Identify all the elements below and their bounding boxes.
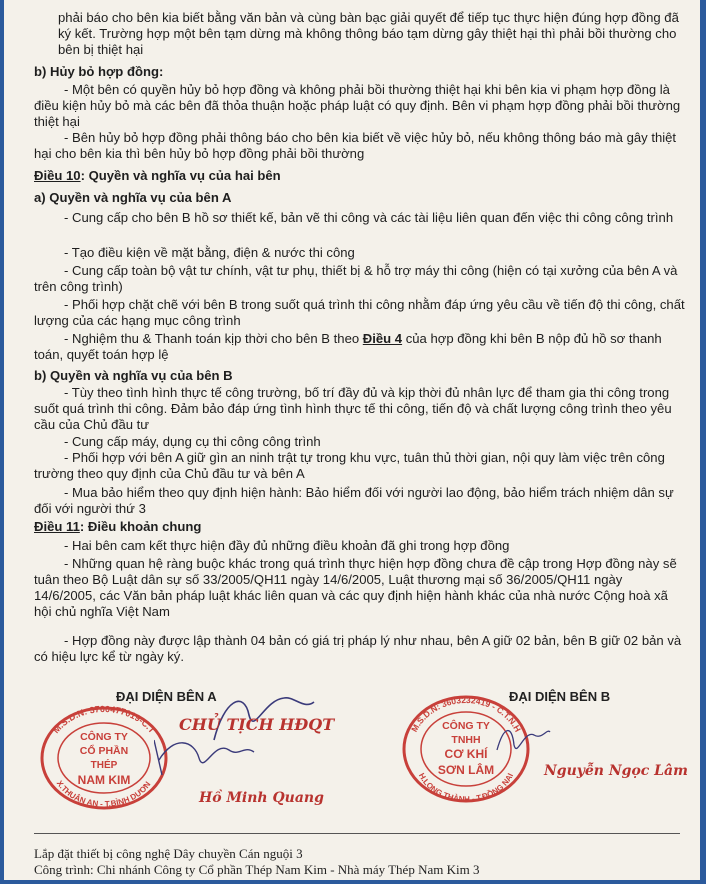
section-b-heading: b) Quyền và nghĩa vụ của bên B	[34, 368, 233, 383]
company-a-stamp	[30, 693, 174, 810]
signer-a-name: Hồ Minh Quang	[199, 790, 324, 806]
stamp-b-line-2: TNHH	[451, 734, 481, 746]
section-a-heading: a) Quyền và nghĩa vụ của bên A	[34, 190, 232, 205]
article-11-heading: Điều 11: Điều khoản chung	[34, 519, 202, 534]
stamp-b-bottom-ring: H.LONG THÀNH - T.ĐỒNG NAI	[416, 771, 516, 804]
stamp-a-bottom-ring: TX.THUẬN AN - T.BÌNH DƯƠNG	[30, 693, 153, 809]
stamp-b-line-3: CƠ KHÍ	[444, 747, 488, 761]
paragraph-a-3: - Cung cấp toàn bộ vật tư chính, vật tư phụ, thiết bị & hỗ trợ máy thi công (hiện có tại xưởng của bên A và trên công trình)	[34, 263, 678, 295]
paragraph-11-1: - Hai bên cam kết thực hiện đầy đủ những điều khoản đã ghi trong hợp đồng	[64, 538, 510, 553]
paragraph-a-1: - Cung cấp cho bên B hồ sơ thiết kế, bản vẽ thi công và các tài liệu liên quan đến việc thi công công trình	[64, 210, 674, 225]
party-b-title: ĐẠI DIỆN BÊN B	[509, 689, 611, 704]
stamp-a-line-2: CỔ PHẦN	[79, 745, 129, 757]
chairman-title: CHỦ TỊCH HĐQT	[179, 715, 335, 734]
paragraph-huy-bo-2: - Bên hủy bỏ hợp đồng phải thông báo cho bên kia biết về việc hủy bỏ, nếu không thông báo mà gây thiệt hại cho bên kia thì bên hủy bỏ hợp đồng phải bồi thường	[34, 130, 677, 162]
paragraph-a-5: - Nghiệm thu & Thanh toán kịp thời cho bên B theo Điều 4 của hợp đồng khi bên B nộp đủ hồ sơ thanh toán, quyết toán hợp lệ	[34, 331, 662, 363]
signer-b-name: Nguyễn Ngọc Lâm	[544, 763, 688, 779]
paragraph-b-4: - Mua bảo hiểm theo quy định hiện hành: Bảo hiểm đối với người lao động, bảo hiểm trách nhiệm dân sự đối với người thứ 3	[34, 485, 674, 517]
stamp-b-line-4: SƠN LÂM	[437, 763, 495, 777]
footer-divider	[34, 833, 680, 834]
article-4-reference: Điều 4	[362, 331, 403, 346]
paragraph-11-2: - Những quan hệ ràng buộc khác trong quá trình thực hiện hợp đồng chưa đề cập trong Hợp đồng này sẽ tuân theo Bộ Luật dân sự số 33/2005/QH11 ngày 14/6/2005, Luật thương mại số 36/2005/QH11 ngày 14/6/2005, các Văn bản pháp luật khác liên quan và các quy định hiện hành khác của nhà nước Cộng hoà xã hội chủ nghĩa Việt Nam	[34, 556, 677, 620]
stamp-a-line-4: NAM KIM	[77, 773, 131, 787]
stamp-a-top-ring: M.S.D.N: 3700477019-C.T	[50, 703, 158, 736]
paragraph-11-3: - Hợp đồng này được lập thành 04 bản có giá trị pháp lý như nhau, bên A giữ 02 bản, bên B giữ 02 bản và có hiệu lực kể từ ngày ký.	[34, 633, 682, 665]
stamp-b-line-1: CÔNG TY	[442, 720, 490, 732]
paragraph-b-2: - Cung cấp máy, dụng cụ thi công công trình	[64, 434, 321, 449]
paragraph-a-4: - Phối hợp chặt chẽ với bên B trong suốt quá trình thi công nhằm đáp ứng yêu cầu về tiến độ thi công, chất lượng của các hạng mục công trình	[34, 297, 685, 329]
signature-b	[492, 720, 552, 760]
paragraph-cont-intro: phải báo cho bên kia biết bằng văn bản và cùng bàn bạc giải quyết để tiếp tục thực hiện đúng hợp đồng đã ký kết. Trường hợp một bên tạm dừng mà không thông báo tạm dừng gây thiệt hại thì phải bồi thường cho bên bị thiệt hại	[58, 10, 679, 58]
footer-line-2: Công trình: Chi nhánh Công ty Cổ phần Thép Nam Kim - Nhà máy Thép Nam Kim 3	[34, 862, 480, 877]
document-page	[4, 0, 700, 880]
footer-line-1: Lắp đặt thiết bị công nghệ Dây chuyền Cán nguội 3	[34, 846, 303, 861]
stamp-a-line-1: CÔNG TY	[80, 731, 128, 743]
article-10-heading: Điều 10: Quyền và nghĩa vụ của hai bên	[34, 168, 281, 183]
stamp-a-line-3: THÉP	[90, 760, 118, 771]
party-a-title: ĐẠI DIỆN BÊN A	[116, 689, 217, 704]
paragraph-b-1: - Tùy theo tình hình thực tế công trường, bố trí đầy đủ và kịp thời đủ nhân lực để tham gia thi công trong suốt quá trình thi công. Đảm bảo đáp ứng tình hình thực tế thi công, tiến độ và chất lượng công trình theo yêu cầu của Chủ đầu tư	[34, 385, 672, 433]
signature-a	[154, 680, 354, 790]
stamp-b-top-ring: M.S.D.N: 3603232419 - C.T.N.H	[409, 694, 523, 734]
paragraph-huy-bo-1: - Một bên có quyền hủy bỏ hợp đồng và không phải bồi thường thiệt hại khi bên kia vi phạm hợp đồng là điều kiện hủy bỏ mà các bên đã thỏa thuận hoặc pháp luật có quy định. Bên vi phạm hợp đồng phải bồi thường thiệt hại	[34, 82, 681, 130]
paragraph-a-2: - Tạo điều kiện về mặt bằng, điện & nước thi công	[64, 245, 355, 260]
section-b-huy-bo: b) Hủy bỏ hợp đồng:	[34, 64, 164, 79]
paragraph-b-3: - Phối hợp với bên A giữ gìn an ninh trật tự trong khu vực, tuân thủ thời gian, nội quy làm việc trên công trường theo quy định của Chủ đầu tư và bên A	[34, 450, 665, 482]
